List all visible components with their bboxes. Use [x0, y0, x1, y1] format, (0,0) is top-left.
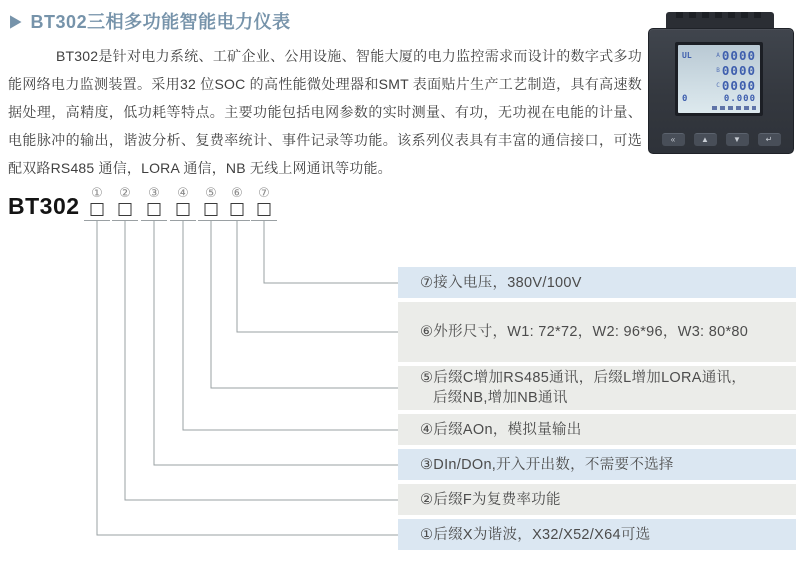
option-row-2 — [398, 484, 796, 515]
connector-6 — [237, 221, 398, 332]
code-box — [258, 203, 271, 216]
lcd-bottom-row — [682, 94, 756, 105]
connector-5 — [211, 221, 398, 388]
page-title: BT302三相多功能智能电力仪表 — [30, 12, 291, 32]
lcd-row — [682, 48, 756, 62]
up-button-icon: ▲ — [694, 133, 717, 146]
connector-3 — [154, 221, 398, 465]
position-number-icon: ③ — [148, 185, 160, 200]
meter-screen-bezel — [675, 42, 763, 116]
lcd-label: UL — [682, 50, 692, 60]
position-number-icon: ④ — [177, 185, 189, 200]
lcd-phase-marker: B — [716, 66, 720, 74]
code-box — [91, 203, 104, 216]
lcd-digits: 0000 — [721, 62, 756, 78]
option-row-1 — [398, 519, 796, 550]
code-box-underline — [224, 220, 250, 221]
lcd-row — [682, 63, 756, 77]
option-text: ⑥外形尺寸，W1: 72*72，W2: 96*96，W3: 80*80 — [420, 324, 749, 340]
connector-7 — [264, 221, 398, 283]
option-row-4 — [398, 414, 796, 445]
code-box — [119, 203, 132, 216]
lcd-phase-marker: C — [716, 82, 720, 89]
position-number-icon: ⑤ — [205, 185, 217, 200]
option-text: ⑤后缀C增加RS485通讯，后缀L增加LORA通讯， — [420, 370, 747, 386]
code-box — [177, 203, 190, 216]
model-code: BT302 — [8, 193, 80, 219]
option-text: ⑦接入电压，380V/100V — [420, 274, 582, 291]
back-button-icon: « — [662, 133, 685, 146]
lcd-phase-marker: A — [716, 51, 720, 59]
meter-lcd-display — [678, 45, 760, 113]
option-text: ①后缀X为谐波，X32/X52/X64可选 — [420, 526, 651, 543]
position-number-icon: ⑥ — [231, 185, 243, 200]
meter-front-panel — [648, 28, 794, 154]
code-box-underline — [112, 220, 138, 221]
code-box — [148, 203, 161, 216]
position-number-icon: ⑦ — [258, 185, 270, 200]
connector-2 — [125, 221, 398, 500]
connector-4 — [183, 221, 398, 430]
lcd-digits: 0000 — [721, 78, 756, 93]
product-description: BT302是针对电力系统、工矿企业、公用设施、智能大厦的电力监控需求而设计的数字式多功能网络电力监测装置。采用32 位SOC 的高性能微处理器和SMT 表面贴片生产工艺制造，具有高速数据处理，高精度，低功耗等特点。主要功能包括电网参数的实时测量、有功，无功视在电能的计量、电能脉冲的输出，谐波分析、复费率统计、事件记录等功能。该系列仪表具有丰富的通信接口，可选配双路RS485 通信，LORA 通信，NB 无线上网通讯等功能。 — [8, 48, 642, 176]
option-text: 后缀NB,增加NB通讯 — [433, 390, 568, 406]
connector-1 — [97, 221, 398, 535]
code-box — [231, 203, 244, 216]
option-text: ②后缀F为复费率功能 — [420, 491, 561, 508]
code-box-underline — [198, 220, 224, 221]
lcd-digits: 0000 — [721, 47, 756, 63]
code-box-underline — [170, 220, 196, 221]
option-row-3 — [398, 449, 796, 480]
code-box-underline — [141, 220, 167, 221]
section-arrow-icon: ▶ — [10, 11, 22, 31]
option-row-6 — [398, 302, 796, 362]
option-row-7 — [398, 267, 796, 298]
section-header — [10, 8, 291, 34]
lcd-bottom-value: 0.000 — [723, 94, 756, 105]
code-box — [205, 203, 218, 216]
meter-button-row — [649, 133, 793, 146]
enter-button-icon: ↵ — [758, 133, 781, 146]
lcd-segment-ticks — [712, 106, 756, 110]
down-button-icon: ▼ — [726, 133, 749, 146]
position-number-icon: ② — [119, 185, 131, 200]
lcd-row — [682, 79, 756, 93]
code-box-underline — [251, 220, 277, 221]
option-row-5 — [398, 366, 796, 410]
lcd-bottom-left: 0 — [682, 94, 688, 105]
product-photo — [646, 4, 794, 154]
option-text: ③DIn/DOn,开入开出数，不需要不选择 — [420, 456, 674, 473]
position-number-icon: ① — [91, 185, 103, 200]
option-text: ④后缀AOn，模拟量输出 — [420, 421, 582, 438]
code-box-underline — [84, 220, 110, 221]
